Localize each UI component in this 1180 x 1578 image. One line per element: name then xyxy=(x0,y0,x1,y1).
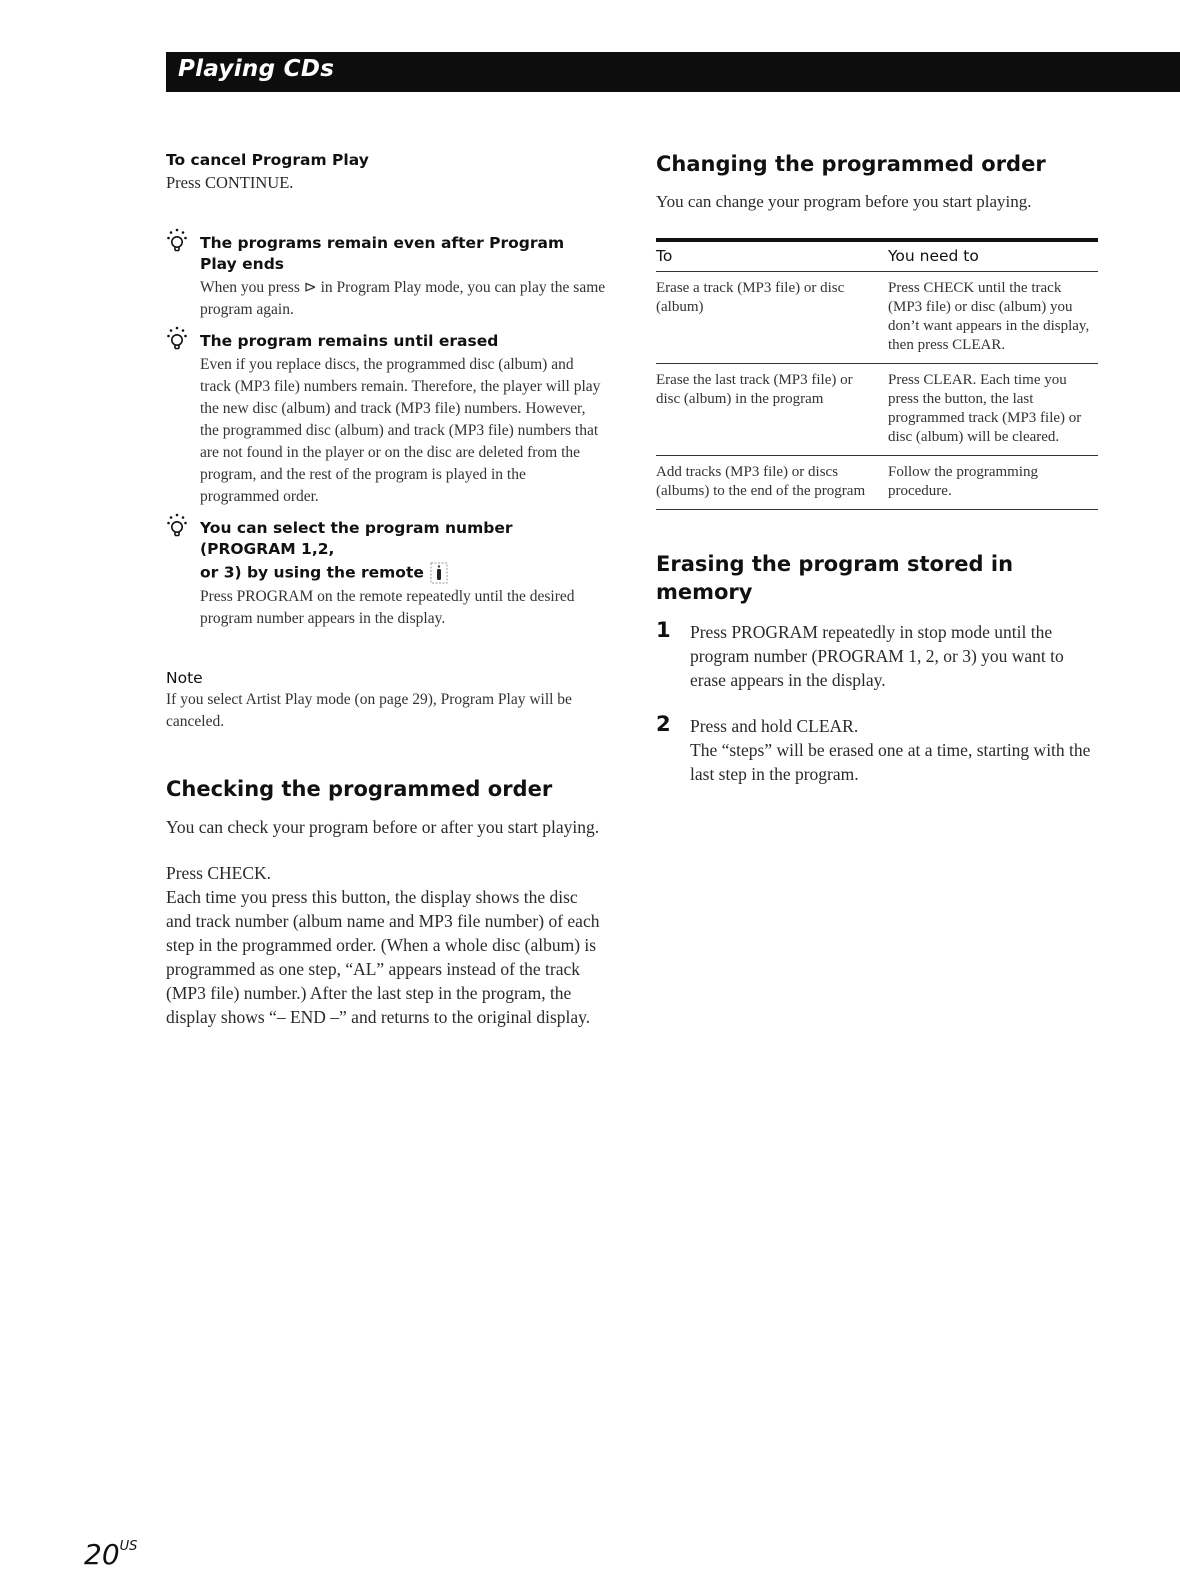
table-header-to: To xyxy=(656,240,888,272)
table-cell-action: Erase a track (MP3 file) or disc (album) xyxy=(656,272,888,364)
left-column xyxy=(166,150,606,1029)
erase-step-2 xyxy=(656,714,1098,786)
program-edit-table xyxy=(656,238,1098,510)
tip-text: Even if you replace discs, the programmed disc (album) and track (MP3 file) numbers remain. Therefore, the player will play the new disc (album) and track (MP3 file) numbers. However, the programmed disc (album) and track (MP3 file) numbers that are not found in the player or on the disc are deleted from the program, and the rest of the program is played in the programmed order. xyxy=(200,356,601,505)
tip-heading: The programs remain even after Program Play ends xyxy=(200,234,565,273)
tip-text: When you press ⊳ in Program Play mode, you can play the same program again. xyxy=(200,279,606,318)
right-column xyxy=(656,150,1098,786)
tip-select-program-number xyxy=(166,518,606,630)
cancel-text: Press CONTINUE. xyxy=(166,173,294,192)
erase-step-1 xyxy=(656,620,1098,692)
table-cell-instruction: Follow the programming procedure. xyxy=(888,456,1098,510)
table-row xyxy=(656,272,1098,364)
table-cell-instruction: Press CLEAR. Each time you press the button, the last programmed track (MP3 file) or disc (album) will be cleared. xyxy=(888,364,1098,456)
erasing-heading: Erasing the program stored in memory xyxy=(656,552,1014,604)
lightbulb-tip-icon xyxy=(166,512,192,540)
changing-intro: You can change your program before you start playing. xyxy=(656,192,1032,211)
tip-program-remains-until-erased xyxy=(166,331,606,508)
table-row xyxy=(656,364,1098,456)
header-bar xyxy=(166,52,1180,92)
checking-intro: You can check your program before or after you start playing. xyxy=(166,817,600,837)
tip-programs-remain xyxy=(166,233,606,321)
step-text: Press PROGRAM repeatedly in stop mode until the program number (PROGRAM 1, 2, or 3) you want to erase appears in the display. xyxy=(690,622,1064,690)
table-header-you-need-to: You need to xyxy=(888,240,1098,272)
step-number: 2 xyxy=(656,712,671,736)
cancel-heading: To cancel Program Play xyxy=(166,151,369,169)
note-heading: Note xyxy=(166,669,203,687)
tip-heading-line2-text: or 3) by using the remote xyxy=(200,563,424,582)
tip-heading-line1: You can select the program number (PROGRAM 1,2, xyxy=(200,519,513,558)
lightbulb-tip-icon xyxy=(166,227,192,255)
table-cell-action: Add tracks (MP3 file) or discs (albums) to the end of the program xyxy=(656,456,888,510)
table-row xyxy=(656,456,1098,510)
cancel-section xyxy=(166,150,606,195)
changing-heading: Changing the programmed order xyxy=(656,152,1046,176)
table-cell-action: Erase the last track (MP3 file) or disc (album) in the program xyxy=(656,364,888,456)
checking-instruction: Press CHECK. xyxy=(166,863,272,883)
checking-section xyxy=(166,775,606,1029)
remote-control-icon xyxy=(430,562,448,584)
note-section xyxy=(166,668,606,733)
step-number: 1 xyxy=(656,618,671,642)
table-header-row xyxy=(656,240,1098,272)
changing-section xyxy=(656,150,1098,510)
erasing-section xyxy=(656,550,1098,786)
note-text: If you select Artist Play mode (on page 29), Program Play will be canceled. xyxy=(166,691,572,730)
step-text: Press and hold CLEAR. xyxy=(690,716,859,736)
lightbulb-tip-icon xyxy=(166,325,192,353)
page-number-suffix: US xyxy=(119,1538,138,1554)
tip-heading-line2 xyxy=(200,562,606,584)
tip-text: Press PROGRAM on the remote repeatedly until the desired program number appears in the display. xyxy=(200,588,575,627)
tip-heading: The program remains until erased xyxy=(200,332,499,350)
checking-detail: Each time you press this button, the display shows the disc and track number (album name and MP3 file number) of each step in the programmed order. (When a whole disc (album) is programmed as one step, “AL” appears instead of the track (MP3 file) number.) After the last step in the program, the display shows “– END –” and returns to the original display. xyxy=(166,887,600,1027)
page-number-value: 20 xyxy=(84,1538,120,1571)
page-number xyxy=(84,1538,137,1571)
step-detail: The “steps” will be erased one at a time, starting with the last step in the program. xyxy=(690,740,1091,784)
page-title: Playing CDs xyxy=(178,56,335,82)
checking-heading: Checking the programmed order xyxy=(166,777,553,801)
table-cell-instruction: Press CHECK until the track (MP3 file) or disc (album) you don’t want appears in the display, then press CLEAR. xyxy=(888,272,1098,364)
